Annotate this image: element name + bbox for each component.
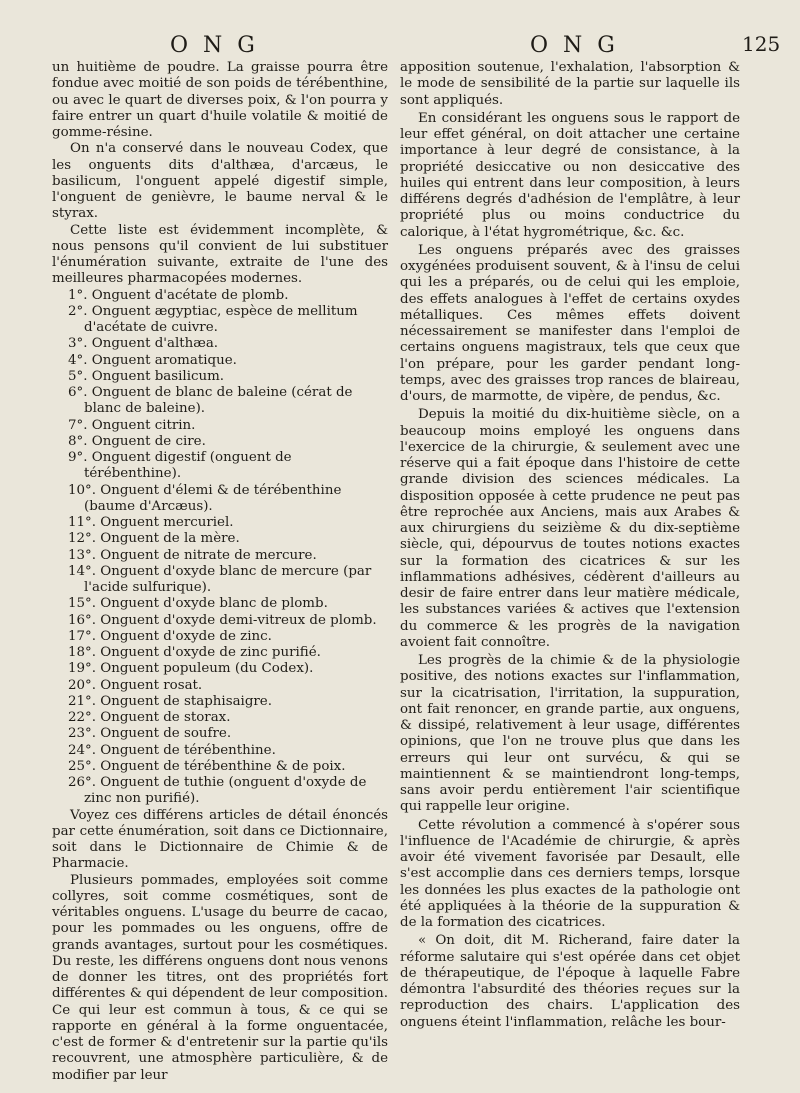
list-item: 7°. Onguent citrin.	[68, 417, 196, 433]
list-item: 8°. Onguent de cire.	[68, 433, 206, 449]
list-item: 4°. Onguent aromatique.	[68, 352, 237, 368]
right-column	[400, 60, 740, 1033]
paragraph: apposition soutenue, l'exhalation, l'absorption & le mode de sensibilité de la partie sur laquelle ils sont appliqués.	[400, 60, 740, 108]
list-item: 1°. Onguent d'acétate de plomb.	[68, 287, 289, 303]
running-head-left: O N G	[170, 33, 259, 58]
paragraph: Cette liste est évidemment incomplète, & nous pensons qu'il convient de lui substituer l'énumération suivante, extraite de l'une des meilleures pharmacopées modernes.	[52, 222, 388, 287]
list-item: 5°. Onguent basilicum.	[68, 368, 225, 384]
list-item: 15°. Onguent d'oxyde blanc de plomb.	[68, 596, 328, 612]
list-item: 9°. Onguent digestif (onguent de térébenthine).	[68, 450, 292, 482]
page-number: 125	[742, 32, 781, 56]
paragraph: Plusieurs pommades, employées soit comme collyres, soit comme cosmétiques, sont de véritables onguens. L'usage du beurre de cacao, pour les pommades ou les onguens, offre de grands avantages, surtout pour les cosmétiques. Du reste, les différens onguens dont nous venons de donner les titres, ont des propriétés fort différentes & qui dépendent de leur composition. Ce qui leur est commun à tous, & ce qui se rapporte en général à la forme onguentacée, c'est de former & d'entretenir sur la partie qu'ils recouvrent, une atmosphère particulière, & de modifier par leur	[52, 872, 388, 1083]
paragraph: Voyez ces différens articles de détail énoncés par cette énumération, soit dans ce Dictionnaire, soit dans le Dictionnaire de Chimie & de Pharmacie.	[52, 807, 388, 872]
list-item: 10°. Onguent d'élemi & de térébenthine (baume d'Arcæus).	[68, 482, 342, 514]
paragraph: En considérant les onguens sous le rapport de leur effet général, on doit attacher une certaine importance à leur degré de consistance, à la propriété desiccative ou non desiccative des huiles qui entrent dans leur composition, à leurs différens degrés d'adhésion de l'emplâtre, à leur propriété plus ou moins conductrice du calorique, à l'état hygrométrique, &c. &c.	[400, 110, 740, 240]
paragraph: Cette révolution a commencé à s'opérer sous l'influence de l'Académie de chirurgie, & après avoir été vivement favorisée par Desault, elle s'est accomplie dans ces derniers temps, lorsque les données les plus exactes de la pathologie ont été appliquées à la théorie de la suppuration & de la formation des cicatrices.	[400, 817, 740, 930]
list-item: 13°. Onguent de nitrate de mercure.	[68, 547, 317, 563]
paragraph: On n'a conservé dans le nouveau Codex, que les onguents dits d'althæa, d'arcæus, le basilicum, l'onguent appelé digestif simple, l'onguent de genièvre, le baume nerval & le styrax.	[52, 141, 388, 222]
running-head-right: O N G	[530, 33, 619, 58]
list-item: 21°. Onguent de staphisaigre.	[68, 693, 272, 709]
paragraph: Les onguens préparés avec des graisses oxygénées produisent souvent, & à l'insu de celui qui les a préparés, ou de celui qui les emploie, des effets analogues à l'effet de certains oxydes métalliques. Ces mêmes effets doivent nécessairement se manifester dans l'emploi de certains onguens magistraux, tels que ceux que l'on prépare, pour les garder pendant long-temps, avec des graisses trop rances de blaireau, d'ours, de marmotte, de vipère, de pendus, &c.	[400, 242, 740, 404]
list-item: 18°. Onguent d'oxyde de zinc purifié.	[68, 645, 321, 660]
list-item: 2°. Onguent ægyptiac, espèce de mellitum d'acétate de cuivre.	[68, 303, 358, 335]
list-item: 20°. Onguent rosat.	[68, 677, 203, 693]
left-column	[52, 60, 388, 1084]
list-item: 14°. Onguent d'oxyde blanc de mercure (par l'acide sulfurique).	[68, 563, 372, 595]
list-item: 22°. Onguent de storax.	[68, 710, 231, 725]
paragraph: « On doit, dit M. Richerand, faire dater la réforme salutaire qui s'est opérée dans cet objet de thérapeutique, de l'époque à laquelle Fabre démontra l'absurdité des théories reçues sur la reproduction des chairs. L'application des onguens éteint l'inflammation, relâche les bour-	[400, 933, 740, 1030]
list-item: 25°. Onguent de térébenthine & de poix.	[68, 758, 346, 774]
paragraph: Les progrès de la chimie & de la physiologie positive, des notions exactes sur l'inflammation, sur la cicatrisation, l'irritation, la suppuration, ont fait renoncer, en grande partie, aux onguens, & dissipé, relativement à leur usage, différentes opinions, que l'on ne trouve plus que dans les erreurs qui leur ont survécu, & qui se maintiennent & se maintiendront long-temps, sans avoir perdu entièrement l'air scientifique qui rappelle leur origine.	[400, 653, 740, 815]
list-item: 16°. Onguent d'oxyde demi-vitreux de plomb.	[68, 612, 377, 628]
list-item: 26°. Onguent de tuthie (onguent d'oxyde de zinc non purifié).	[68, 775, 367, 807]
paragraph: un huitième de poudre. La graisse pourra être fondue avec moitié de son poids de térébenthine, ou avec le quart de diverses poix, & l'on pourra y faire entrer un quart d'huile volatile & moitié de gomme-résine.	[52, 60, 388, 140]
list-item: 23°. Onguent de soufre.	[68, 726, 232, 742]
list-item: 24°. Onguent de térébenthine.	[68, 742, 276, 758]
list-item: 11°. Onguent mercuriel.	[68, 515, 234, 530]
list-item: 6°. Onguent de blanc de baleine (cérat de blanc de baleine).	[68, 385, 353, 417]
list-item: 17°. Onguent d'oxyde de zinc.	[68, 628, 272, 644]
paragraph: Depuis la moitié du dix-huitième siècle, on a beaucoup moins employé les onguens dans l'exercice de la chirurgie, & seulement avec une réserve qui a fait époque dans l'histoire de cette grande division des sciences médicales. La disposition opposée à cette prudence ne peut pas être reprochée aux Anciens, mais aux Arabes & aux chirurgiens du seizième & du dix-septième siècle, qui, dépourvus de toutes notions exactes sur la formation des cicatrices & sur les inflammations adhésives, cédèrent d'ailleurs au desir de faire entrer dans leur matière médicale, les substances variées & actives que l'extension du commerce & les progrès de la navigation avoient fait connoître.	[400, 407, 740, 650]
list-item: 12°. Onguent de la mère.	[68, 531, 240, 547]
list-item: 19°. Onguent populeum (du Codex).	[68, 661, 314, 677]
list-item: 3°. Onguent d'althæa.	[68, 336, 219, 352]
